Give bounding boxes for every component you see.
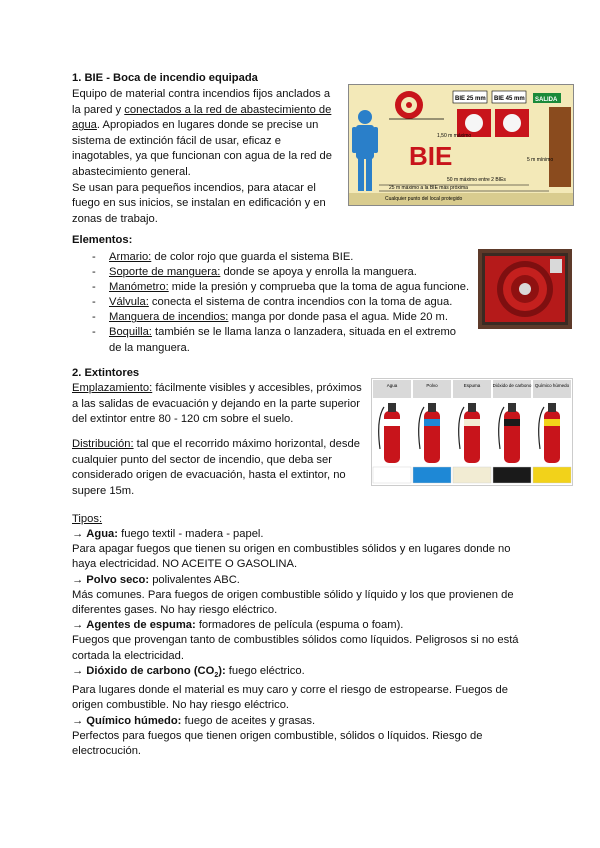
emplazamiento-text: fácilmente visibles y accesibles, próximos a las salidas de evacuación y dejando en la parte superior del extintor entre 80 - 120 cm sobre el suelo. bbox=[72, 382, 362, 426]
distribucion-label: Distribución: bbox=[72, 438, 134, 450]
tipo-desc: Para lugares donde el material es muy caro y corre el riesgo de estropearse. Fuegos de origen combustible. No hay riesgo eléctrico. bbox=[72, 684, 508, 712]
extinguisher-body bbox=[504, 411, 520, 463]
extinguisher-body bbox=[384, 411, 400, 463]
extinguisher-valve bbox=[468, 403, 476, 412]
distribucion-text: tal que el recorrido máximo horizontal, desde cualquier punto del sector de incendio, que deba ser considerado origen de evacuación, hasta el extintor, no supere 15m. bbox=[72, 438, 360, 497]
bie-paragraph-1 bbox=[72, 87, 334, 181]
bie-p1-part3: . Apropiados en lugares donde se precise un sistema de extinción fácil de usar, eficaz e inagotables, ya que funcionan con agua de la red de abastecimiento general. bbox=[72, 119, 333, 178]
bie-box1-label: BIE 25 mm bbox=[455, 96, 486, 102]
list-item: - Manómetro: mide la presión y comprueba que la toma de agua funcione. bbox=[92, 281, 470, 294]
extinguisher-types-figure bbox=[371, 378, 573, 486]
person-icon bbox=[352, 110, 378, 191]
bie-dist3: 25 m máximo a la BIE más próxima bbox=[389, 185, 468, 191]
extinguisher-label: Espuma bbox=[463, 383, 481, 388]
extinguisher-footer bbox=[533, 467, 571, 483]
bie-cabinet-photo bbox=[478, 249, 572, 329]
extinguisher-label: Agua bbox=[386, 383, 398, 388]
extinguisher-hose bbox=[419, 407, 424, 449]
extinguisher-footer bbox=[413, 467, 451, 483]
extinguisher-label: Químico húmedo bbox=[534, 383, 570, 388]
bie-title: 1. BIE bbox=[72, 72, 104, 84]
extinguisher-footer bbox=[493, 467, 531, 483]
bie-p1-link-text: conectados a la red de abastecimiento de agua bbox=[72, 103, 332, 132]
tipo-item: → Químico húmedo: fuego de aceites y grasas. bbox=[72, 714, 316, 727]
extinguisher-band bbox=[544, 419, 560, 426]
elementos-heading: Elementos: bbox=[72, 234, 133, 246]
extinguisher-footer bbox=[373, 467, 411, 483]
extinguisher-band bbox=[504, 419, 520, 426]
list-item: - Boquilla: también se le llama lanza o lanzadera, situada en el extremo de la manguera. bbox=[92, 326, 457, 354]
bie-title-suffix: - Boca de incendio equipada bbox=[106, 72, 258, 84]
extinguisher-body bbox=[464, 411, 480, 463]
extinguisher-label: Dióxido de carbono bbox=[492, 383, 532, 388]
extinguisher-column bbox=[453, 380, 491, 483]
bie-diagram-svg bbox=[349, 85, 573, 205]
extinguisher-band bbox=[424, 419, 440, 426]
bie-paragraph bbox=[72, 87, 334, 227]
bie-dist1: 1,50 m máximo bbox=[437, 133, 472, 139]
extinguisher-column bbox=[493, 380, 532, 483]
bie-p1-part1: Equipo de material contra incendios fijos anclados a la pared y bbox=[72, 88, 331, 116]
extinguisher-body bbox=[424, 411, 440, 463]
list-item: - Armario: de color rojo que guarda el sistema BIE. bbox=[92, 251, 354, 263]
distribucion-paragraph bbox=[72, 437, 362, 499]
salida-label: SALIDA bbox=[535, 97, 558, 103]
bie-box2-label: BIE 45 mm bbox=[494, 96, 525, 102]
bie-heading bbox=[72, 71, 258, 87]
tipos-heading: Tipos: bbox=[72, 513, 103, 525]
bie-paragraph-2: Se usan para pequeños incendios, para atacar el fuego en sus inicios, se instalan en edificación y en zonas de trabajo. bbox=[72, 181, 326, 225]
bie-diagram bbox=[348, 84, 574, 206]
bie-sign-text: BIE bbox=[409, 141, 453, 171]
hose-reel-icon bbox=[395, 91, 423, 119]
bie-dist2: 50 m máximo entre 2 BIEs bbox=[447, 177, 506, 183]
extinguisher-column bbox=[413, 380, 451, 483]
bie-dist4: Cualquier punto del local protegido bbox=[385, 196, 463, 202]
emplazamiento-paragraph bbox=[72, 381, 362, 428]
tipo-item: → Agentes de espuma: formadores de película (espuma o foam). bbox=[72, 619, 404, 632]
tipos-list bbox=[72, 527, 532, 759]
extinguisher-valve bbox=[388, 403, 396, 412]
extinguisher-hose bbox=[539, 407, 544, 449]
tipo-desc: Para apagar fuegos que tienen su origen en combustibles sólidos y en lugares donde no haya electricidad. NO ACEITE O GASOLINA. bbox=[72, 543, 511, 571]
list-item: - Soporte de manguera: donde se apoya y enrolla la manguera. bbox=[92, 266, 417, 279]
tipo-desc: Perfectos para fuegos que tienen origen combustible, sólidos o líquidos. Riesgo de electrocución. bbox=[72, 729, 483, 758]
extinguisher-hose bbox=[499, 407, 504, 449]
extinguisher-band bbox=[384, 419, 400, 426]
bie-dist5: 5 m mínimo bbox=[527, 157, 554, 163]
extinguisher-valve bbox=[428, 403, 436, 412]
extinguisher-hose bbox=[379, 407, 384, 449]
list-item: - Manguera de incendios: manga por donde pasa el agua. Mide 20 m. bbox=[92, 311, 448, 324]
tipo-item: → Agua: fuego textil - madera - papel. bbox=[72, 528, 264, 540]
extinguisher-valve bbox=[548, 403, 556, 412]
extinguisher-column bbox=[373, 380, 411, 483]
extinguisher-valve bbox=[508, 403, 516, 412]
emplazamiento-label: Emplazamiento: bbox=[72, 382, 153, 394]
extinguisher-band bbox=[464, 419, 480, 426]
extinguisher-body bbox=[544, 411, 560, 463]
list-item: - Válvula: conecta el sistema de contra incendios con la toma de agua. bbox=[92, 296, 453, 309]
extintores-heading: 2. Extintores bbox=[72, 367, 140, 379]
elementos-list bbox=[92, 250, 470, 356]
tipo-item: → Dióxido de carbono $(CO_2)$: fuego eléctrico. bbox=[72, 664, 305, 680]
extinguisher-hose bbox=[459, 407, 464, 449]
extinguisher-label: Polvo bbox=[426, 383, 438, 388]
extinguisher-footer bbox=[453, 467, 491, 483]
tipo-desc: Fuegos que provengan tanto de combustibles sólidos como líquidos. Peligrosos si no está cortada la electricidad. bbox=[72, 634, 519, 662]
tipo-desc: Más comunes. Para fuegos de origen combustible sólido y líquido y los que provienen de diferentes gases. No hay riesgo eléctrico. bbox=[72, 588, 514, 617]
tipo-item: → Polvo seco: polivalentes ABC. bbox=[72, 573, 240, 586]
extinguisher-column bbox=[533, 380, 571, 483]
